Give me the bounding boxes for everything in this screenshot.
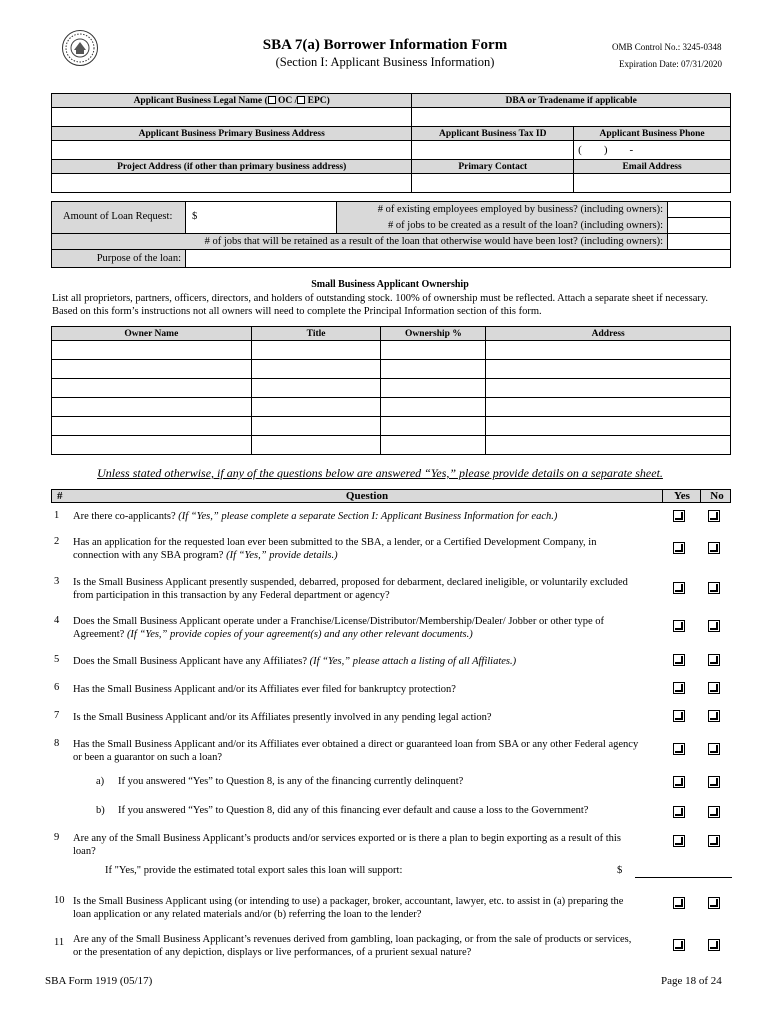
loan-amount-label-cell [51,201,186,234]
email-input[interactable] [574,174,731,193]
legal-name-input[interactable] [52,108,412,127]
owner-pct-cell[interactable] [381,379,486,398]
loan-amount-input[interactable] [185,201,337,234]
employees-label-cell [336,201,668,234]
ownership-table [51,326,731,455]
business-info-table [51,93,731,193]
owner-name-cell[interactable] [52,417,252,436]
question-note: (If “Yes,” please complete a separate Section I: Applicant Business Information for each.) [178,511,558,522]
q8b-no-checkbox[interactable] [708,806,720,818]
q8b-yes-checkbox[interactable] [673,806,685,818]
yes-header: Yes [662,490,701,502]
question-6: Has the Small Business Applicant and/or its Affiliates ever filed for bankruptcy protection? [73,684,456,695]
owner-pct-cell[interactable] [381,360,486,379]
dba-input[interactable] [412,108,731,127]
form-title: SBA 7(a) Borrower Information Form [262,37,508,53]
question-8: Has the Small Business Applicant and/or its Affiliates ever obtained a direct or guaranteed loan from SBA or any other Federal agency or been a guarantor on such a loan? [73,739,639,763]
owner-pct-cell[interactable] [381,417,486,436]
email-header: Email Address [574,160,731,174]
question-3: Is the Small Business Applicant presently suspended, debarred, proposed for debarment, declared ineligible, or voluntarily excluded from participation in this transaction by any Federal department or agency? [73,577,628,601]
phone-header: Applicant Business Phone [574,127,731,141]
question-2 [73,536,641,562]
q1-yes-checkbox[interactable] [673,510,685,522]
export-sales-label: If "Yes," provide the estimated total export sales this loan will support: [105,865,403,876]
question-text: Does the Small Business Applicant have any Affiliates? [73,656,310,667]
question-number: 1 [54,510,60,521]
page-number: Page 18 of 24 [661,975,722,987]
question-number: 9 [54,832,60,843]
owner-title-cell[interactable] [251,417,381,436]
q11-yes-checkbox[interactable] [673,939,685,951]
q3-no-checkbox[interactable] [708,582,720,594]
question-number: 10 [54,895,65,906]
owner-title-cell[interactable] [251,341,381,360]
q7-no-checkbox[interactable] [708,710,720,722]
q9-yes-checkbox[interactable] [673,835,685,847]
loan-request-block [51,201,731,268]
question-8a: If you answered “Yes” to Question 8, is any of the financing currently delinquent? [118,776,464,787]
owner-title-cell[interactable] [251,398,381,417]
q10-yes-checkbox[interactable] [673,897,685,909]
tax-id-input[interactable] [412,141,574,160]
owner-pct-cell[interactable] [381,398,486,417]
phone-input[interactable]: ( ) - [574,141,731,160]
jobs-retained-input[interactable] [667,233,731,250]
q2-no-checkbox[interactable] [708,542,720,554]
question-number: 11 [54,937,65,948]
question-8b: If you answered “Yes” to Question 8, did any of this financing ever default and cause a loss to the Government? [118,805,589,816]
question-text: Does the Small Business Applicant operate under a Franchise/License/Distributor/Membership/Dealer/ Jobber or other type of Agreement? [73,616,604,640]
q6-yes-checkbox[interactable] [673,682,685,694]
question-9: Are any of the Small Business Applicant’s products and/or services exported or is there a plan to begin exporting as a result of this loan? [73,833,621,857]
owner-title-cell[interactable] [251,379,381,398]
loan-currency-symbol: $ [192,211,198,222]
owner-pct-cell[interactable] [381,341,486,360]
legal-name-label: Applicant Business Legal Name ( [133,95,268,106]
ownership-pct-header: Ownership % [381,327,486,341]
owner-name-header: Owner Name [52,327,252,341]
existing-employees-input[interactable] [667,201,731,218]
epc-checkbox[interactable] [297,96,305,104]
owner-address-cell[interactable] [486,379,731,398]
purpose-label: Purpose of the loan: [96,253,181,264]
omb-control-number: OMB Control No.: 3245-0348 [612,42,722,52]
q2-yes-checkbox[interactable] [673,542,685,554]
jobs-created-input[interactable] [667,217,731,234]
title-header: Title [251,327,381,341]
loan-amount-label: Amount of Loan Request: [63,211,173,222]
questions-notice [0,466,760,481]
owner-address-cell[interactable] [486,436,731,455]
existing-employees-label: # of existing employees employed by business? (including owners): [377,204,663,215]
question-note: (If “Yes,” provide details.) [226,550,338,561]
question-4 [73,615,641,641]
oc-label: OC / [278,95,298,106]
address-header: Applicant Business Primary Business Address [52,127,412,141]
question-number: 6 [54,682,60,693]
question-text: Has an application for the requested loan ever been submitted to the SBA, a lender, or a Certified Development Company, in connection with any SBA program? [73,537,597,561]
owner-address-cell[interactable] [486,417,731,436]
primary-contact-header: Primary Contact [412,160,574,174]
question-number: 4 [54,615,60,626]
q9-no-checkbox[interactable] [708,835,720,847]
question-text: Are there co-applicants? [73,511,179,522]
owner-name-cell[interactable] [52,436,252,455]
q8a-no-checkbox[interactable] [708,776,720,788]
address-input[interactable] [52,141,412,160]
owner-address-cell[interactable] [486,341,731,360]
question-table-header [51,489,731,503]
project-address-header: Project Address (if other than primary business address) [52,160,412,174]
table-row [52,398,731,417]
question-header: Question [345,490,389,502]
question-number: 3 [54,576,60,587]
owner-name-cell[interactable] [52,398,252,417]
question-number: 8 [54,738,60,749]
epc-label: EPC) [307,95,330,106]
purpose-input[interactable] [185,249,731,268]
owner-address-cell[interactable] [486,360,731,379]
primary-contact-input[interactable] [412,174,574,193]
export-sales-currency: $ [617,865,623,876]
q1-no-checkbox[interactable] [708,510,720,522]
no-header: No [700,490,733,502]
question-note: (If “Yes,” provide copies of your agreement(s) and any other relevant documents.) [126,629,473,640]
question-number: 5 [54,654,60,665]
purpose-label-cell [51,249,186,268]
owner-pct-cell[interactable] [381,436,486,455]
q8a-yes-checkbox[interactable] [673,776,685,788]
jobs-retained-cell [51,233,668,250]
tax-id-header: Applicant Business Tax ID [412,127,574,141]
table-row [52,379,731,398]
question-11: Are any of the Small Business Applicant’s revenues derived from gambling, loan packaging, or from the sale of products or services, or the presentation of any depiction, displays or live performances, of a prurient sexual nature? [73,934,632,958]
q4-yes-checkbox[interactable] [673,620,685,632]
project-address-input[interactable] [52,174,412,193]
jobs-created-label: # of jobs to be created as a result of the loan? (including owners): [388,220,663,231]
owner-address-cell[interactable] [486,398,731,417]
q8-yes-checkbox[interactable] [673,743,685,755]
num-header: # [57,490,63,502]
question-note: (If “Yes,” please attach a listing of all Affiliates.) [309,656,517,667]
q5-yes-checkbox[interactable] [673,654,685,666]
table-row [52,417,731,436]
dba-header: DBA or Tradename if applicable [412,94,731,108]
question-number: 2 [54,536,60,547]
question-number: 7 [54,710,60,721]
owner-address-header: Address [486,327,731,341]
oc-checkbox[interactable] [268,96,276,104]
export-sales-input[interactable] [635,877,732,878]
q3-yes-checkbox[interactable] [673,582,685,594]
q6-no-checkbox[interactable] [708,682,720,694]
q5-no-checkbox[interactable] [708,654,720,666]
owner-name-cell[interactable] [52,360,252,379]
owner-name-cell[interactable] [52,379,252,398]
owner-title-cell[interactable] [251,436,381,455]
question-letter: a) [96,776,105,787]
ownership-instructions: List all proprietors, partners, officers, directors, and holders of outstanding stock. 100% of ownership must be reflected. Attach a separate sheet if necessary. Based on this form’s instructions not all owners will need to complete the Principal Information section of this form. [52,293,709,317]
owner-title-cell[interactable] [251,360,381,379]
question-letter: b) [96,805,105,816]
question-5 [73,655,641,668]
table-row [52,436,731,455]
q7-yes-checkbox[interactable] [673,710,685,722]
owner-name-cell[interactable] [52,341,252,360]
form-subtitle: (Section I: Applicant Business Information) [275,55,495,69]
q11-no-checkbox[interactable] [708,939,720,951]
jobs-retained-label: # of jobs that will be retained as a result of the loan that otherwise would have been lost? (including owners): [204,236,663,247]
ownership-title: Small Business Applicant Ownership [311,279,469,290]
question-10: Is the Small Business Applicant using (or intending to use) a packager, broker, accountant, lawyer, etc. to assist in (a) preparing the loan application or any related materials and/or (b) referring the loan to the lender? [73,896,624,920]
expiration-date: Expiration Date: 07/31/2020 [619,59,722,69]
legal-name-header [52,94,412,108]
table-row [52,360,731,379]
question-1 [73,510,641,523]
table-row [52,341,731,360]
q4-no-checkbox[interactable] [708,620,720,632]
question-7: Is the Small Business Applicant and/or its Affiliates presently involved in any pending legal action? [73,712,492,723]
questions-notice-text: Unless stated otherwise, if any of the questions below are answered “Yes,” please provide details on a separate sheet. [97,466,663,480]
form-id: SBA Form 1919 (05/17) [45,975,153,987]
q10-no-checkbox[interactable] [708,897,720,909]
q8-no-checkbox[interactable] [708,743,720,755]
